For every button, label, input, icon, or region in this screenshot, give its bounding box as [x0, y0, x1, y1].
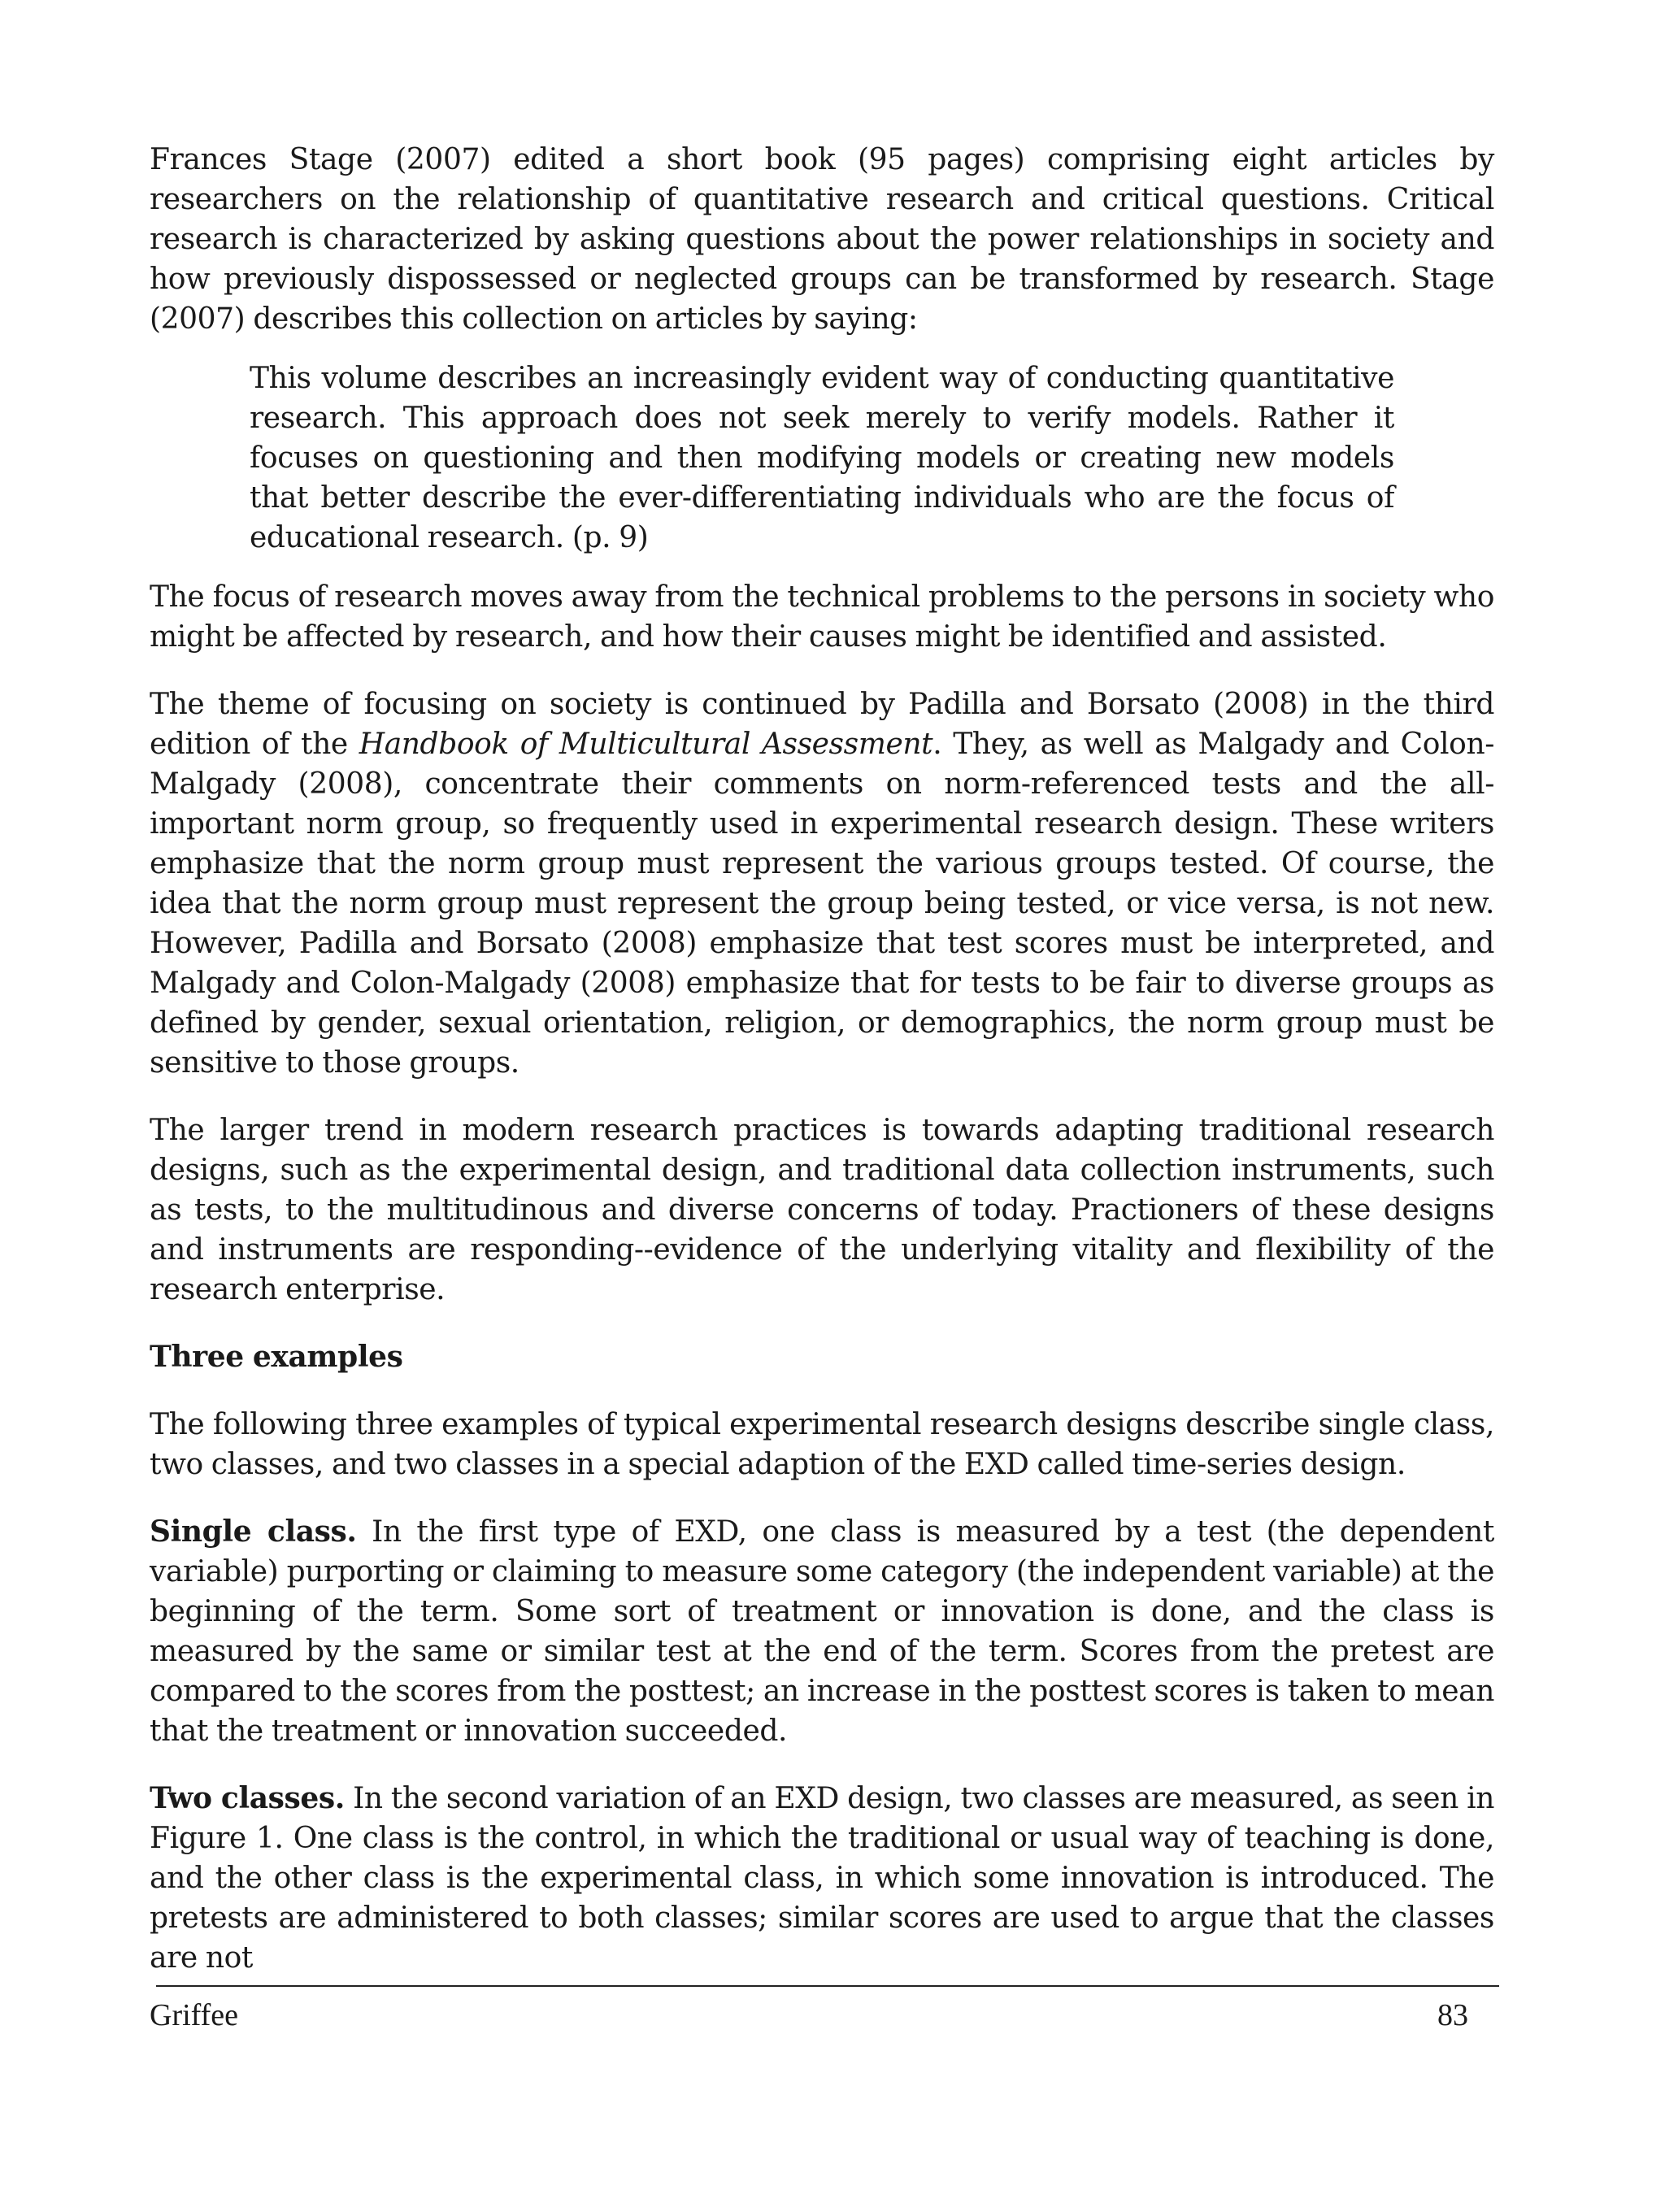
paragraph-single-class	[150, 1512, 1494, 1751]
section-heading: Three examples	[150, 1340, 403, 1374]
footer-divider	[156, 1985, 1499, 1987]
book-title: Handbook of Multicultural Assessment	[359, 728, 933, 761]
paragraph-theme-text-2: . They, as well as Malgady and Colon-Malgady (2008), concentrate their comments on norm-referenced tests and the all-important norm group, so frequently used in experimental research design. These writers emphasize that the norm group must represent the various groups tested. Of course, the idea that the norm group must represent the group being tested, or vice versa, is not new. However, Padilla and Borsato (2008) emphasize that test scores must be interpreted, and Malgady and Colon-Malgady (2008) emphasize that for tests to be fair to diverse groups as defined by gender, sexual orientation, religion, or demographics, the norm group must be sensitive to those groups.	[150, 728, 1494, 1080]
block-quote: This volume describes an increasingly evident way of conducting quantitative research. This approach does not seek merely to verify models. Rather it focuses on questioning and then modifying models or creating new models that better describe the ever-differentiating individuals who are the focus of educational research. (p. 9)	[250, 362, 1394, 554]
paragraph-examples: The following three examples of typical experimental research designs describe single class, two classes, and two classes in a special adaption of the EXD called time-series design.	[150, 1408, 1494, 1481]
paragraph-theme-text-1: The theme of focusing on society is continued by Padilla and Borsato (2008) in the third edition of the	[150, 688, 1494, 761]
page-body	[150, 140, 1494, 2006]
paragraph-single-class-text: In the first type of EXD, one class is measured by a test (the dependent variable) purporting or claiming to measure some category (the independent variable) at the beginning of the term. Some sort of treatment or innovation is done, and the class is measured by the same or similar test at the end of the term. Scores from the pretest are compared to the scores from the posttest; an increase in the posttest scores is taken to mean that the treatment or innovation succeeded.	[150, 1515, 1494, 1748]
footer-author: Griffee	[150, 1998, 239, 2032]
paragraph-theme	[150, 684, 1494, 1083]
runin-heading-two-classes: Two classes.	[150, 1781, 345, 1815]
paragraph-two-classes-text: In the second variation of an EXD design, two classes are measured, as seen in Figure 1. One class is the control, in which the traditional or usual way of teaching is done, and the other class is the experimental class, in which some innovation is introduced. The pretests are administered to both classes; similar scores are used to argue that the classes are not	[150, 1782, 1494, 1975]
paragraph-two-classes	[150, 1779, 1494, 1978]
paragraph-trend: The larger trend in modern research practices is towards adapting traditional research designs, such as the experimental design, and traditional data collection instruments, such as tests, to the multitudinous and diverse concerns of today. Practioners of these designs and instruments are responding--evidence of the underlying vitality and flexibility of the research enterprise.	[150, 1114, 1494, 1306]
paragraph-focus: The focus of research moves away from the technical problems to the persons in society who might be affected by research, and how their causes might be identified and assisted.	[150, 580, 1494, 654]
runin-heading-single-class: Single class.	[150, 1515, 357, 1549]
page-number: 83	[1437, 1998, 1468, 2032]
paragraph-intro: Frances Stage (2007) edited a short book (95 pages) comprising eight articles by researchers on the relationship of quantitative research and critical questions. Critical research is characterized by asking questions about the power relationships in society and how previously dispossessed or neglected groups can be transformed by research. Stage (2007) describes this collection on articles by saying:	[150, 143, 1494, 336]
